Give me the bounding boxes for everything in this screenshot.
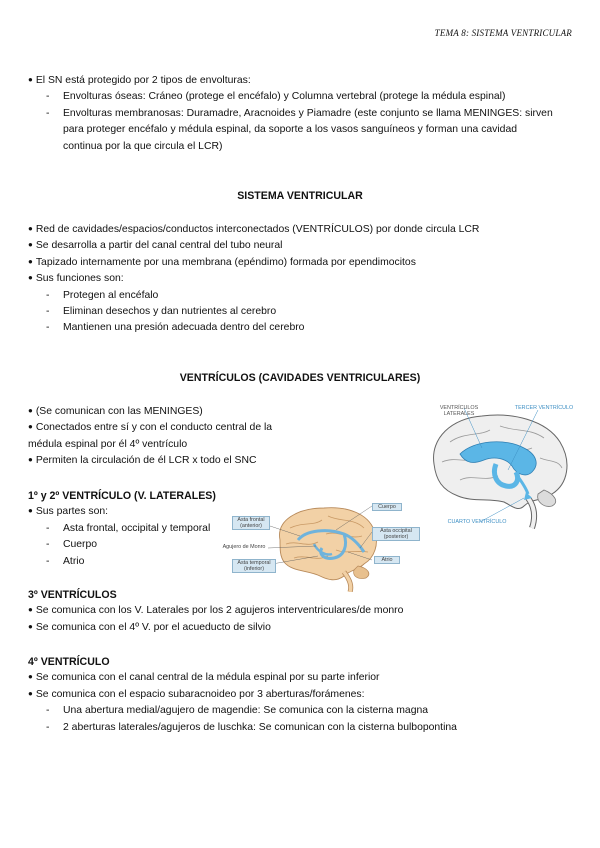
label-fourth-ventricle: CUARTO VENTRÍCULO: [447, 519, 507, 525]
intro-item-1: - Envolturas óseas: Cráneo (protege el encéfalo) y Columna vertebral (protege la médula espinal): [28, 89, 560, 105]
function-item-3: - Mantienen una presión adecuada dentro del cerebro: [28, 320, 560, 336]
sistema-bullet-4: ● Sus funciones son:: [28, 271, 560, 287]
sistema-bullet-2: ● Se desarrolla a partir del canal central del tubo neural: [28, 238, 560, 254]
sistema-section: [28, 222, 560, 337]
ventriculos-bullet-2: ● Conectados entre sí y con el conducto central de la médula espinal por él 4º ventrículo: [28, 420, 290, 453]
label-body: Cuerpo: [372, 503, 402, 511]
laterales-bullet: ● Sus partes son:: [28, 504, 270, 520]
cuarto-section: [28, 654, 560, 736]
brain-ventricles-illustration: [420, 402, 580, 530]
part-item-3: - Atrio: [28, 554, 270, 570]
brain-ventricles-figure: [420, 402, 580, 530]
label-lateral-ventricles: VENTRÍCULOS LATERALES: [439, 405, 479, 417]
aperture-item-2: - 2 aberturas laterales/agujeros de luschka: Se comunican con la cisterna bulbopontina: [28, 720, 560, 736]
label-frontal-horn: Asta frontal (anterior): [232, 516, 270, 530]
cuarto-bullet-1: ● Se comunica con el canal central de la médula espinal por su parte inferior: [28, 670, 560, 686]
label-third-ventricle: TERCER VENTRÍCULO: [514, 405, 574, 411]
laterales-heading: 1º y 2º VENTRÍCULO (V. LATERALES): [28, 490, 216, 502]
function-item-2: - Eliminan desechos y dan nutrientes al cerebro: [28, 304, 560, 320]
sistema-bullet-3: ● Tapizado internamente por una membrana (epéndimo) formada por ependimocitos: [28, 255, 560, 271]
label-foramen-monro: Agujero de Monro: [222, 544, 266, 550]
tercero-bullet-1: ● Se comunica con los V. Laterales por los 2 agujeros interventriculares/de monro: [28, 603, 560, 619]
label-atrium: Atrio: [374, 556, 400, 564]
label-temporal-horn: Asta temporal (inferior): [232, 559, 276, 573]
intro-section: [28, 73, 560, 155]
part-item-1: - Asta frontal, occipital y temporal: [28, 521, 270, 537]
sistema-bullet-1: ● Red de cavidades/espacios/conductos interconectados (VENTRÍCULOS) por donde circula LCR: [28, 222, 560, 238]
ventriculos-bullet-3: ● Permiten la circulación de él LCR x todo el SNC: [28, 453, 290, 469]
ventriculos-heading: VENTRÍCULOS (CAVIDADES VENTRICULARES): [179, 372, 421, 384]
part-item-2: - Cuerpo: [28, 537, 270, 553]
intro-item-2: - Envolturas membranosas: Duramadre, Aracnoides y Piamadre (este conjunto se llama MENINGES: sirven para proteger encéfalo y médula espinal, da soporte a los vasos sanguíneos y forman una cavidad continua por la que circula el LCR): [28, 106, 560, 155]
function-item-1: - Protegen al encéfalo: [28, 288, 560, 304]
ventriculos-section: [28, 404, 290, 470]
ventriculos-bullet-1: ● (Se comunican con las MENINGES): [28, 404, 290, 420]
page-header: TEMA 8: SISTEMA VENTRICULAR: [434, 28, 572, 38]
sistema-heading: SISTEMA VENTRICULAR: [237, 190, 363, 202]
tercero-heading: 3º VENTRÍCULOS: [28, 589, 117, 601]
intro-bullet: ● El SN está protegido por 2 tipos de envolturas:: [28, 73, 560, 89]
cuarto-bullet-2: ● Se comunica con el espacio subaracnoideo por 3 aberturas/forámenes:: [28, 687, 560, 703]
tercero-bullet-2: ● Se comunica con el 4º V. por el acueducto de silvio: [28, 620, 560, 636]
tercero-section: [28, 587, 560, 636]
ventricle-parts-figure: [218, 500, 420, 592]
label-occipital-horn: Asta occipital (posterior): [372, 527, 420, 541]
cuarto-heading: 4º VENTRÍCULO: [28, 656, 110, 668]
aperture-item-1: - Una abertura medial/agujero de magendie: Se comunica con la cisterna magna: [28, 703, 560, 719]
